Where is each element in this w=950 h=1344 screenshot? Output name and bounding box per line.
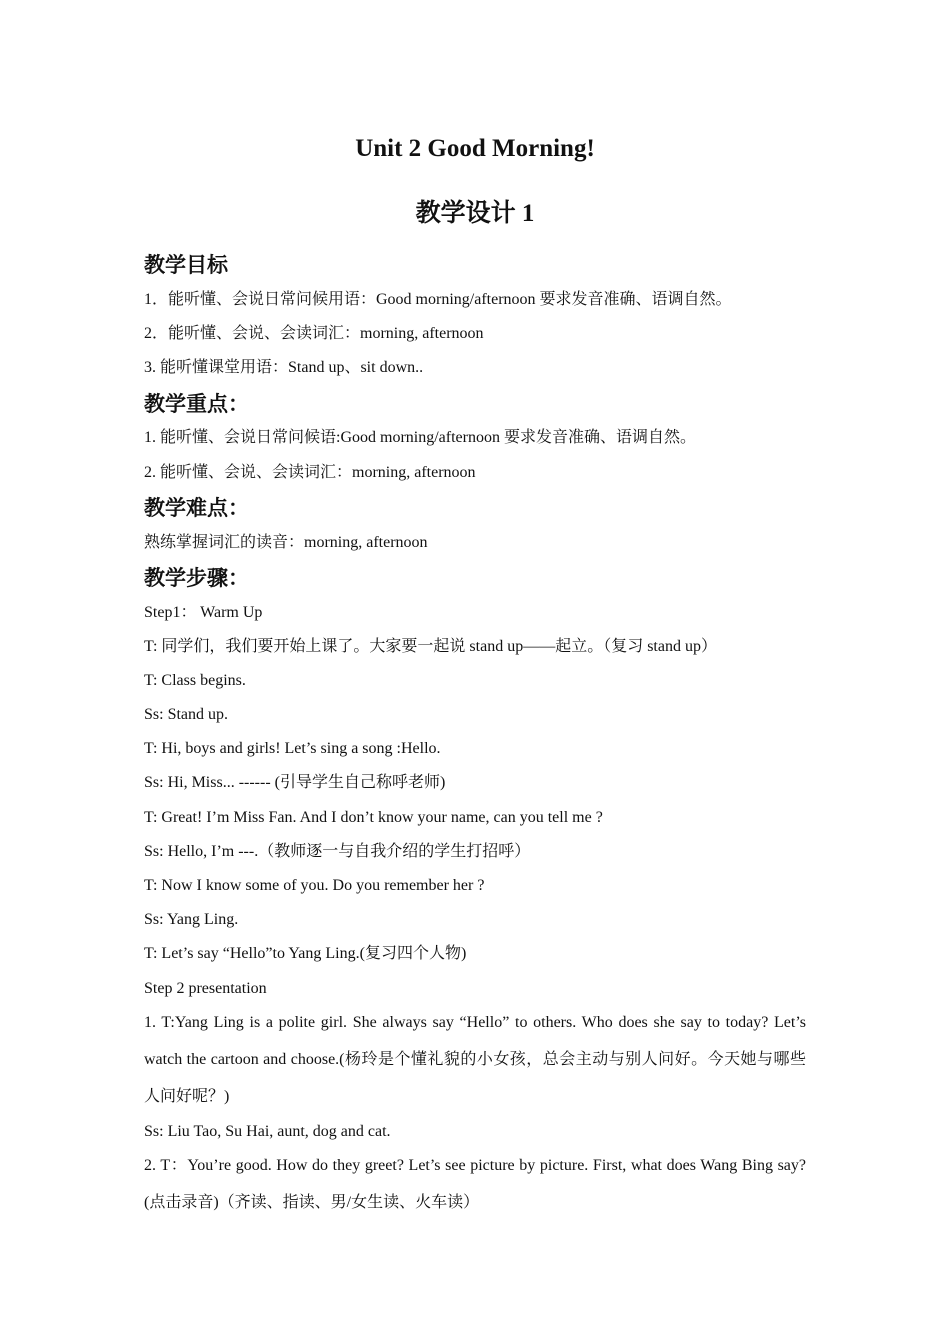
step-line: T: Hi, boys and girls! Let’s sing a song :Hello. bbox=[144, 740, 441, 757]
key-point-item: 1. 能听懂、会说日常问候语:Good morning/afternoon 要求发音准确、语调自然。 bbox=[144, 429, 696, 446]
objective-item: 3. 能听懂课堂用语：Stand up、sit down.. bbox=[144, 359, 424, 376]
objective-item: 2．能听懂、会说、会读词汇：morning, afternoon bbox=[144, 325, 484, 342]
objective-item: 1．能听懂、会说日常问候用语：Good morning/afternoon 要求发音准确、语调自然。 bbox=[144, 291, 732, 308]
steps-heading: 教学步骤： bbox=[144, 566, 249, 590]
step-line: Ss: Stand up. bbox=[144, 706, 229, 723]
step-line: T: Now I know some of you. Do you remember her ? bbox=[144, 877, 485, 894]
step-line: Ss: Hi, Miss... ------ (引导学生自己称呼老师) bbox=[144, 774, 446, 791]
step-line: Step1： Warm Up bbox=[144, 604, 263, 621]
document-subtitle: 教学设计 1 bbox=[415, 200, 535, 227]
student-answer: Ss: Liu Tao, Su Hai, aunt, dog and cat. bbox=[144, 1123, 391, 1140]
step-line: Step 2 presentation bbox=[144, 980, 267, 997]
step-line: Ss: Yang Ling. bbox=[144, 911, 239, 928]
objectives-heading: 教学目标 bbox=[144, 253, 228, 277]
step-line: T: Let’s say “Hello”to Yang Ling.(复习四个人物) bbox=[144, 945, 467, 962]
difficulty-item: 熟练掌握词汇的读音：morning, afternoon bbox=[144, 534, 428, 551]
step-line: T: 同学们，我们要开始上课了。大家要一起说 stand up——起立。（复习 stand up） bbox=[144, 638, 717, 655]
step-paragraph: 2. T：You’re good. How do they greet? Let’s see picture by picture. First, what does Wang Bing say?(点击录音)（齐读、指读、男/女生读、火车读） bbox=[144, 1157, 806, 1211]
step-line: T: Great! I’m Miss Fan. And I don’t know your name, can you tell me ? bbox=[144, 809, 603, 826]
key-point-item: 2. 能听懂、会说、会读词汇：morning, afternoon bbox=[144, 464, 476, 481]
document-title: Unit 2 Good Morning! bbox=[355, 135, 595, 162]
step-line: T: Class begins. bbox=[144, 672, 246, 689]
key-points-heading: 教学重点： bbox=[144, 392, 249, 416]
difficulties-heading: 教学难点： bbox=[144, 496, 249, 520]
step-line: Ss: Hello, I’m ---.（教师逐一与自我介绍的学生打招呼） bbox=[144, 843, 531, 860]
step-paragraph: 1. T:Yang Ling is a polite girl. She always say “Hello” to others. Who does she say to today? Let’s watch the cartoon and choose.(杨玲是个懂礼貌的小女孩，总会主动与别人问好。今天她与哪些人问好呢？) bbox=[144, 1014, 806, 1105]
